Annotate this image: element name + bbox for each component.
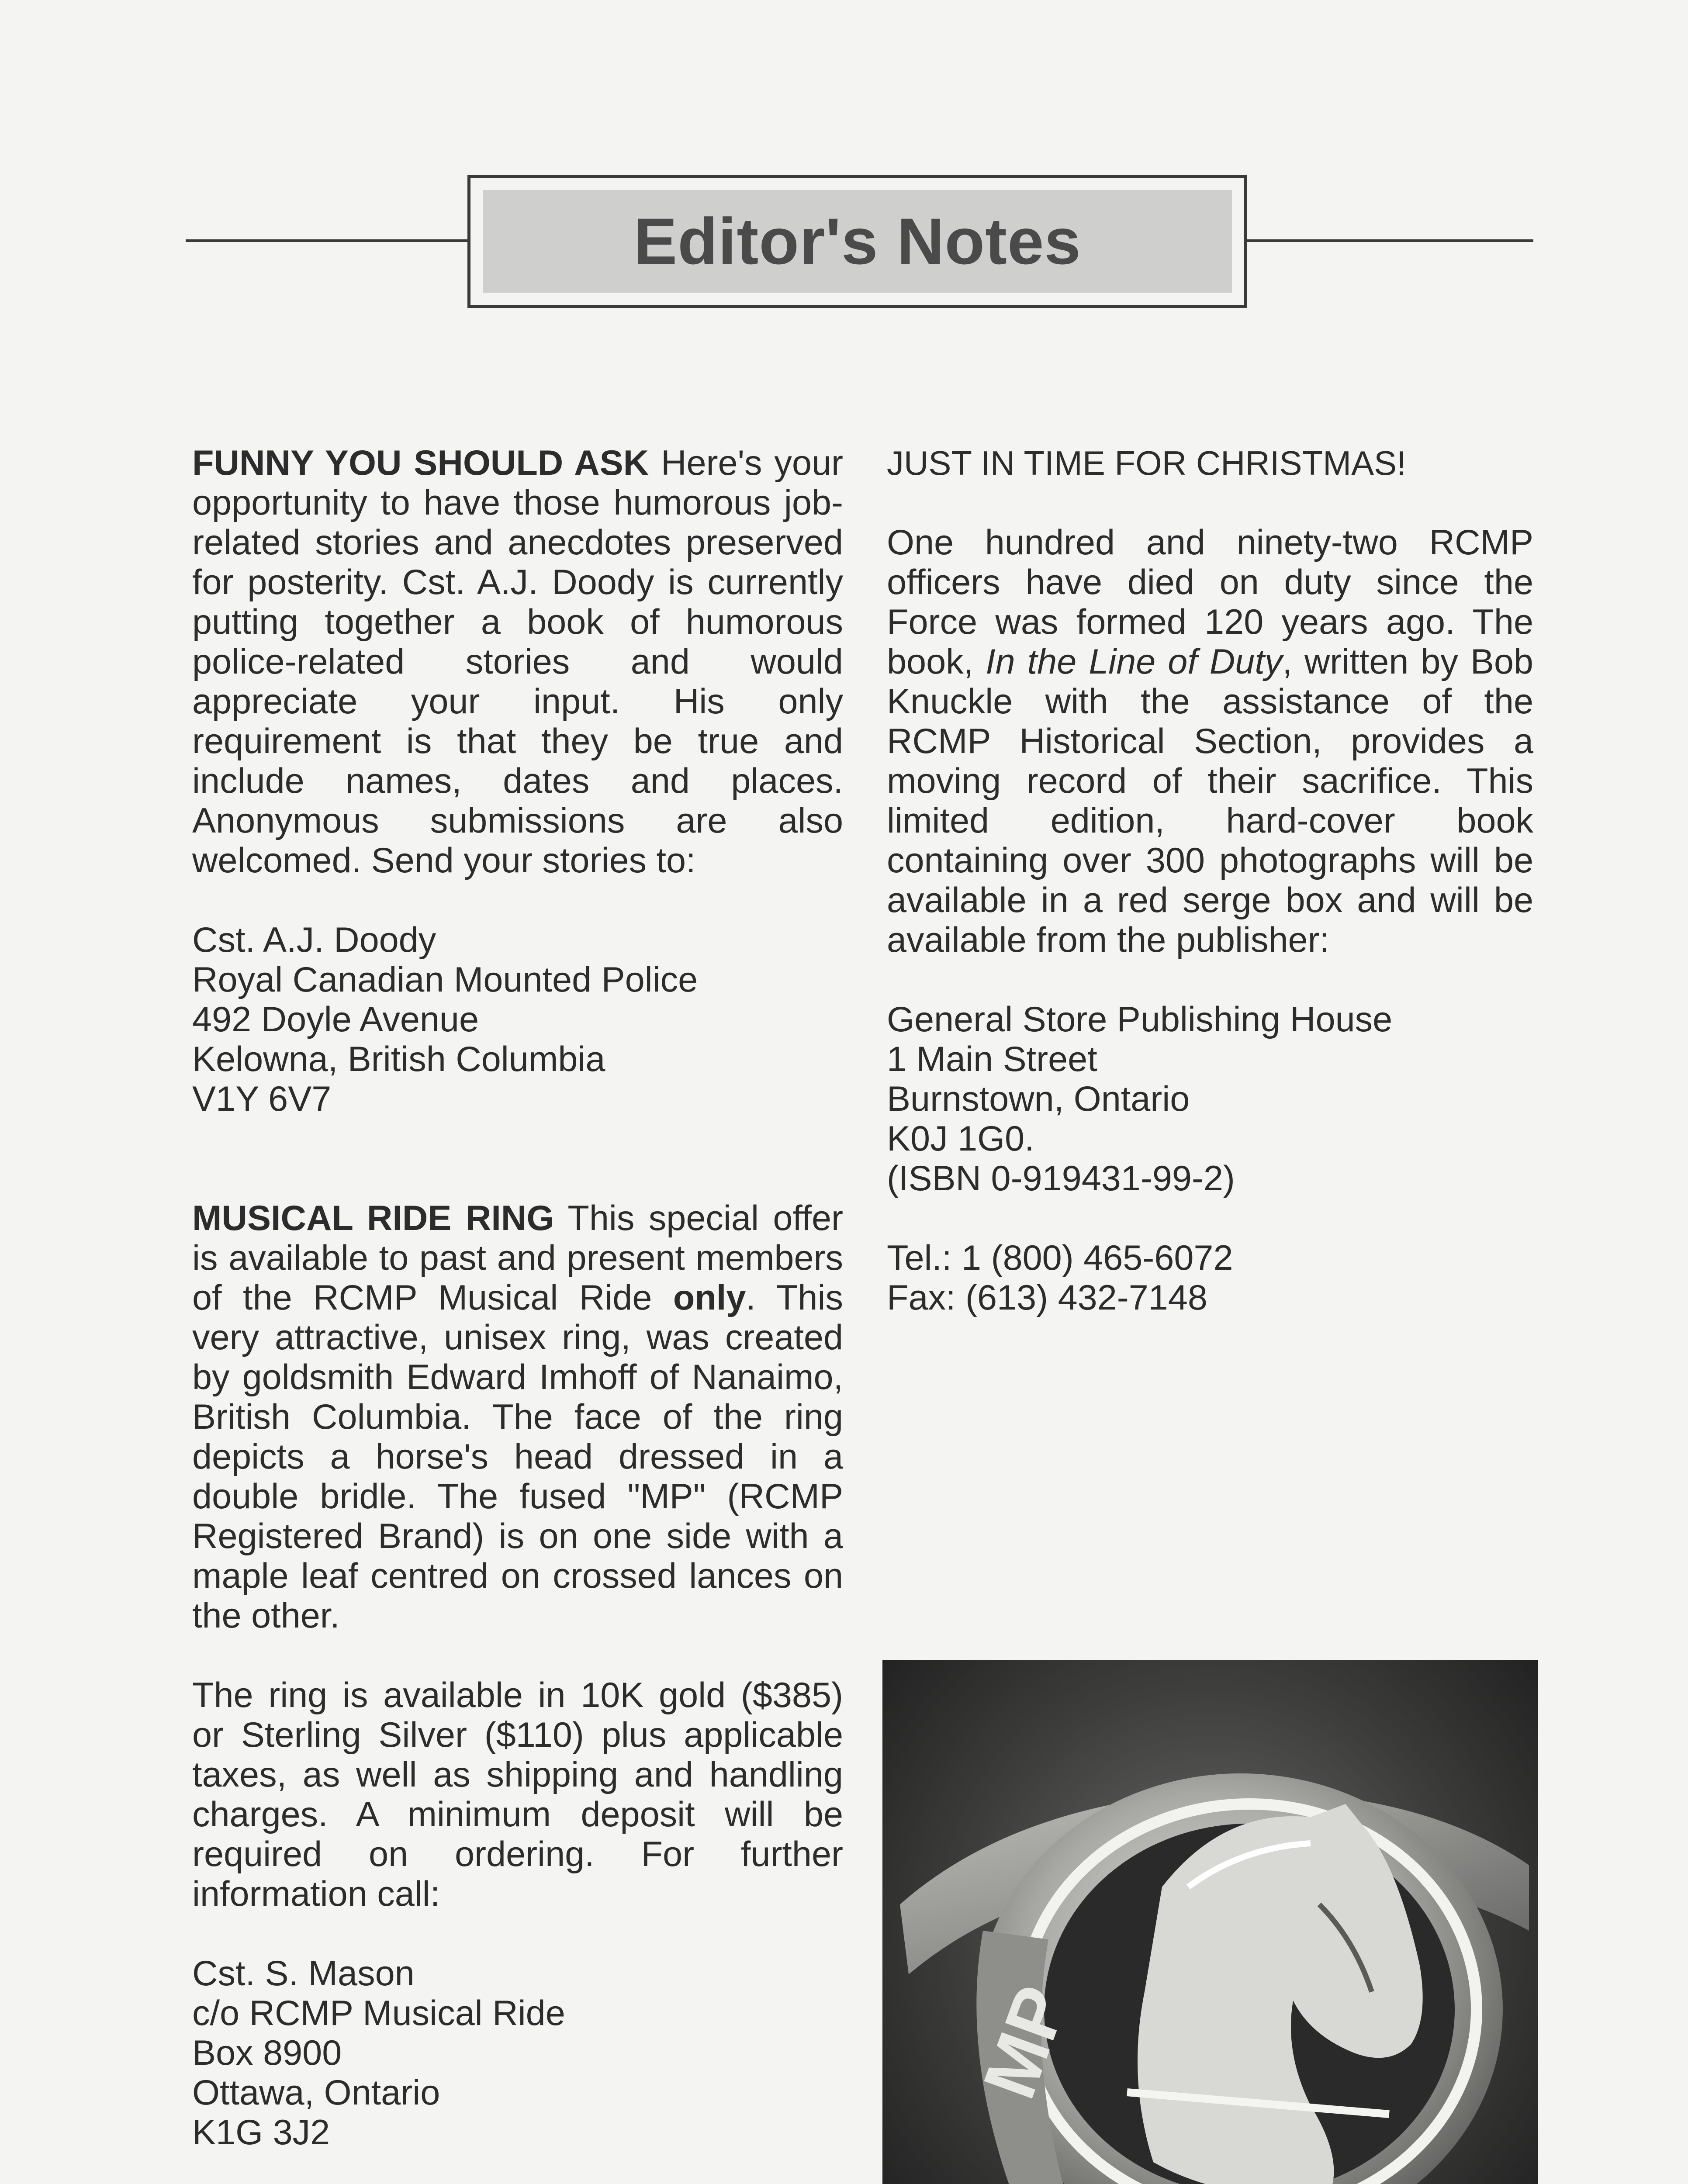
address-line: General Store Publishing House bbox=[887, 1000, 1393, 1039]
funny-paragraph bbox=[192, 443, 843, 881]
address-line: Kelowna, British Columbia bbox=[192, 1040, 605, 1079]
address-line: Burnstown, Ontario bbox=[887, 1079, 1190, 1119]
address-line: Box 8900 bbox=[192, 2033, 342, 2073]
ride-address bbox=[192, 1954, 843, 2153]
publisher-fax: Fax: (613) 432-7148 bbox=[887, 1278, 1207, 1317]
christmas-paragraph bbox=[887, 523, 1533, 960]
ride-paragraph bbox=[192, 1199, 843, 1636]
title-box bbox=[467, 175, 1247, 308]
ride-emphasis: only bbox=[673, 1278, 746, 1317]
funny-body: Here's your opportunity to have those humorous job-related stories and anecdotes preserved for posterity. Cst. A.J. Doody is currently putting together a book of humorous police-related stories and would appreciate your input. His only requirement is that they be true and include names, dates and places. Anonymous submissions are also welcomed. Send your stories to: bbox=[192, 443, 843, 880]
book-title: In the Line of Duty bbox=[986, 642, 1283, 681]
address-line: (ISBN 0-919431-99-2) bbox=[887, 1159, 1235, 1198]
address-line: K0J 1G0. bbox=[887, 1119, 1034, 1158]
address-line: Cst. A.J. Doody bbox=[192, 920, 436, 960]
ring-illustration bbox=[882, 1660, 1538, 2184]
ride-heading: MUSICAL RIDE RING bbox=[192, 1199, 554, 1238]
christmas-body-a: One hundred and ninety-two RCMP officers have died on duty since the Force was formed 120 years ago. The book, bbox=[887, 523, 1533, 681]
funny-address bbox=[192, 920, 843, 1119]
address-line: 1 Main Street bbox=[887, 1040, 1097, 1079]
left-column bbox=[192, 443, 843, 2184]
funny-heading: FUNNY YOU SHOULD ASK bbox=[192, 443, 649, 483]
ride-body-a: This special offer is available to past and present members of the RCMP Musical Ride bbox=[192, 1199, 843, 1317]
header-rule-right bbox=[1247, 239, 1533, 242]
address-line: K1G 3J2 bbox=[192, 2113, 330, 2152]
christmas-body-b: , written by Bob Knuckle with the assistance of the RCMP Historical Section, provides a moving record of their sacrifice. This limited edition, hard-cover book containing over 300 photographs will be available in a red serge box and will be available from the publisher: bbox=[887, 642, 1533, 960]
address-line: V1Y 6V7 bbox=[192, 1079, 332, 1119]
ride-body-b: . This very attractive, unisex ring, was created by goldsmith Edward Imhoff of Nanaimo, British Columbia. The face of the ring depicts a horse's head dressed in a double bridle. The fused "MP" (RCMP Registered Brand) is on one side with a maple leaf centred on crossed lances on the other. bbox=[192, 1278, 843, 1635]
publisher-contact bbox=[887, 1238, 1533, 1318]
header-rule-left bbox=[186, 239, 467, 242]
ride-price-paragraph: The ring is available in 10K gold ($385) or Sterling Silver ($110) plus applicable taxes, as well as shipping and handling charges. A minimum deposit will be required on ordering. For further information call: bbox=[192, 1676, 843, 1914]
christmas-heading: JUST IN TIME FOR CHRISTMAS! bbox=[887, 444, 1406, 482]
address-line: c/o RCMP Musical Ride bbox=[192, 1994, 565, 2033]
page-title: Editor's Notes bbox=[633, 204, 1081, 278]
title-panel bbox=[483, 190, 1232, 293]
address-line: Cst. S. Mason bbox=[192, 1954, 415, 1993]
address-line: Ottawa, Ontario bbox=[192, 2073, 440, 2112]
ring-photo bbox=[882, 1660, 1538, 2184]
right-column bbox=[887, 443, 1533, 1318]
address-line: Royal Canadian Mounted Police bbox=[192, 960, 698, 999]
address-line: 492 Doyle Avenue bbox=[192, 1000, 479, 1039]
ring-brand: MP bbox=[967, 1976, 1084, 2109]
publisher-telephone: Tel.: 1 (800) 465-6072 bbox=[887, 1238, 1233, 1278]
publisher-address bbox=[887, 1000, 1533, 1199]
